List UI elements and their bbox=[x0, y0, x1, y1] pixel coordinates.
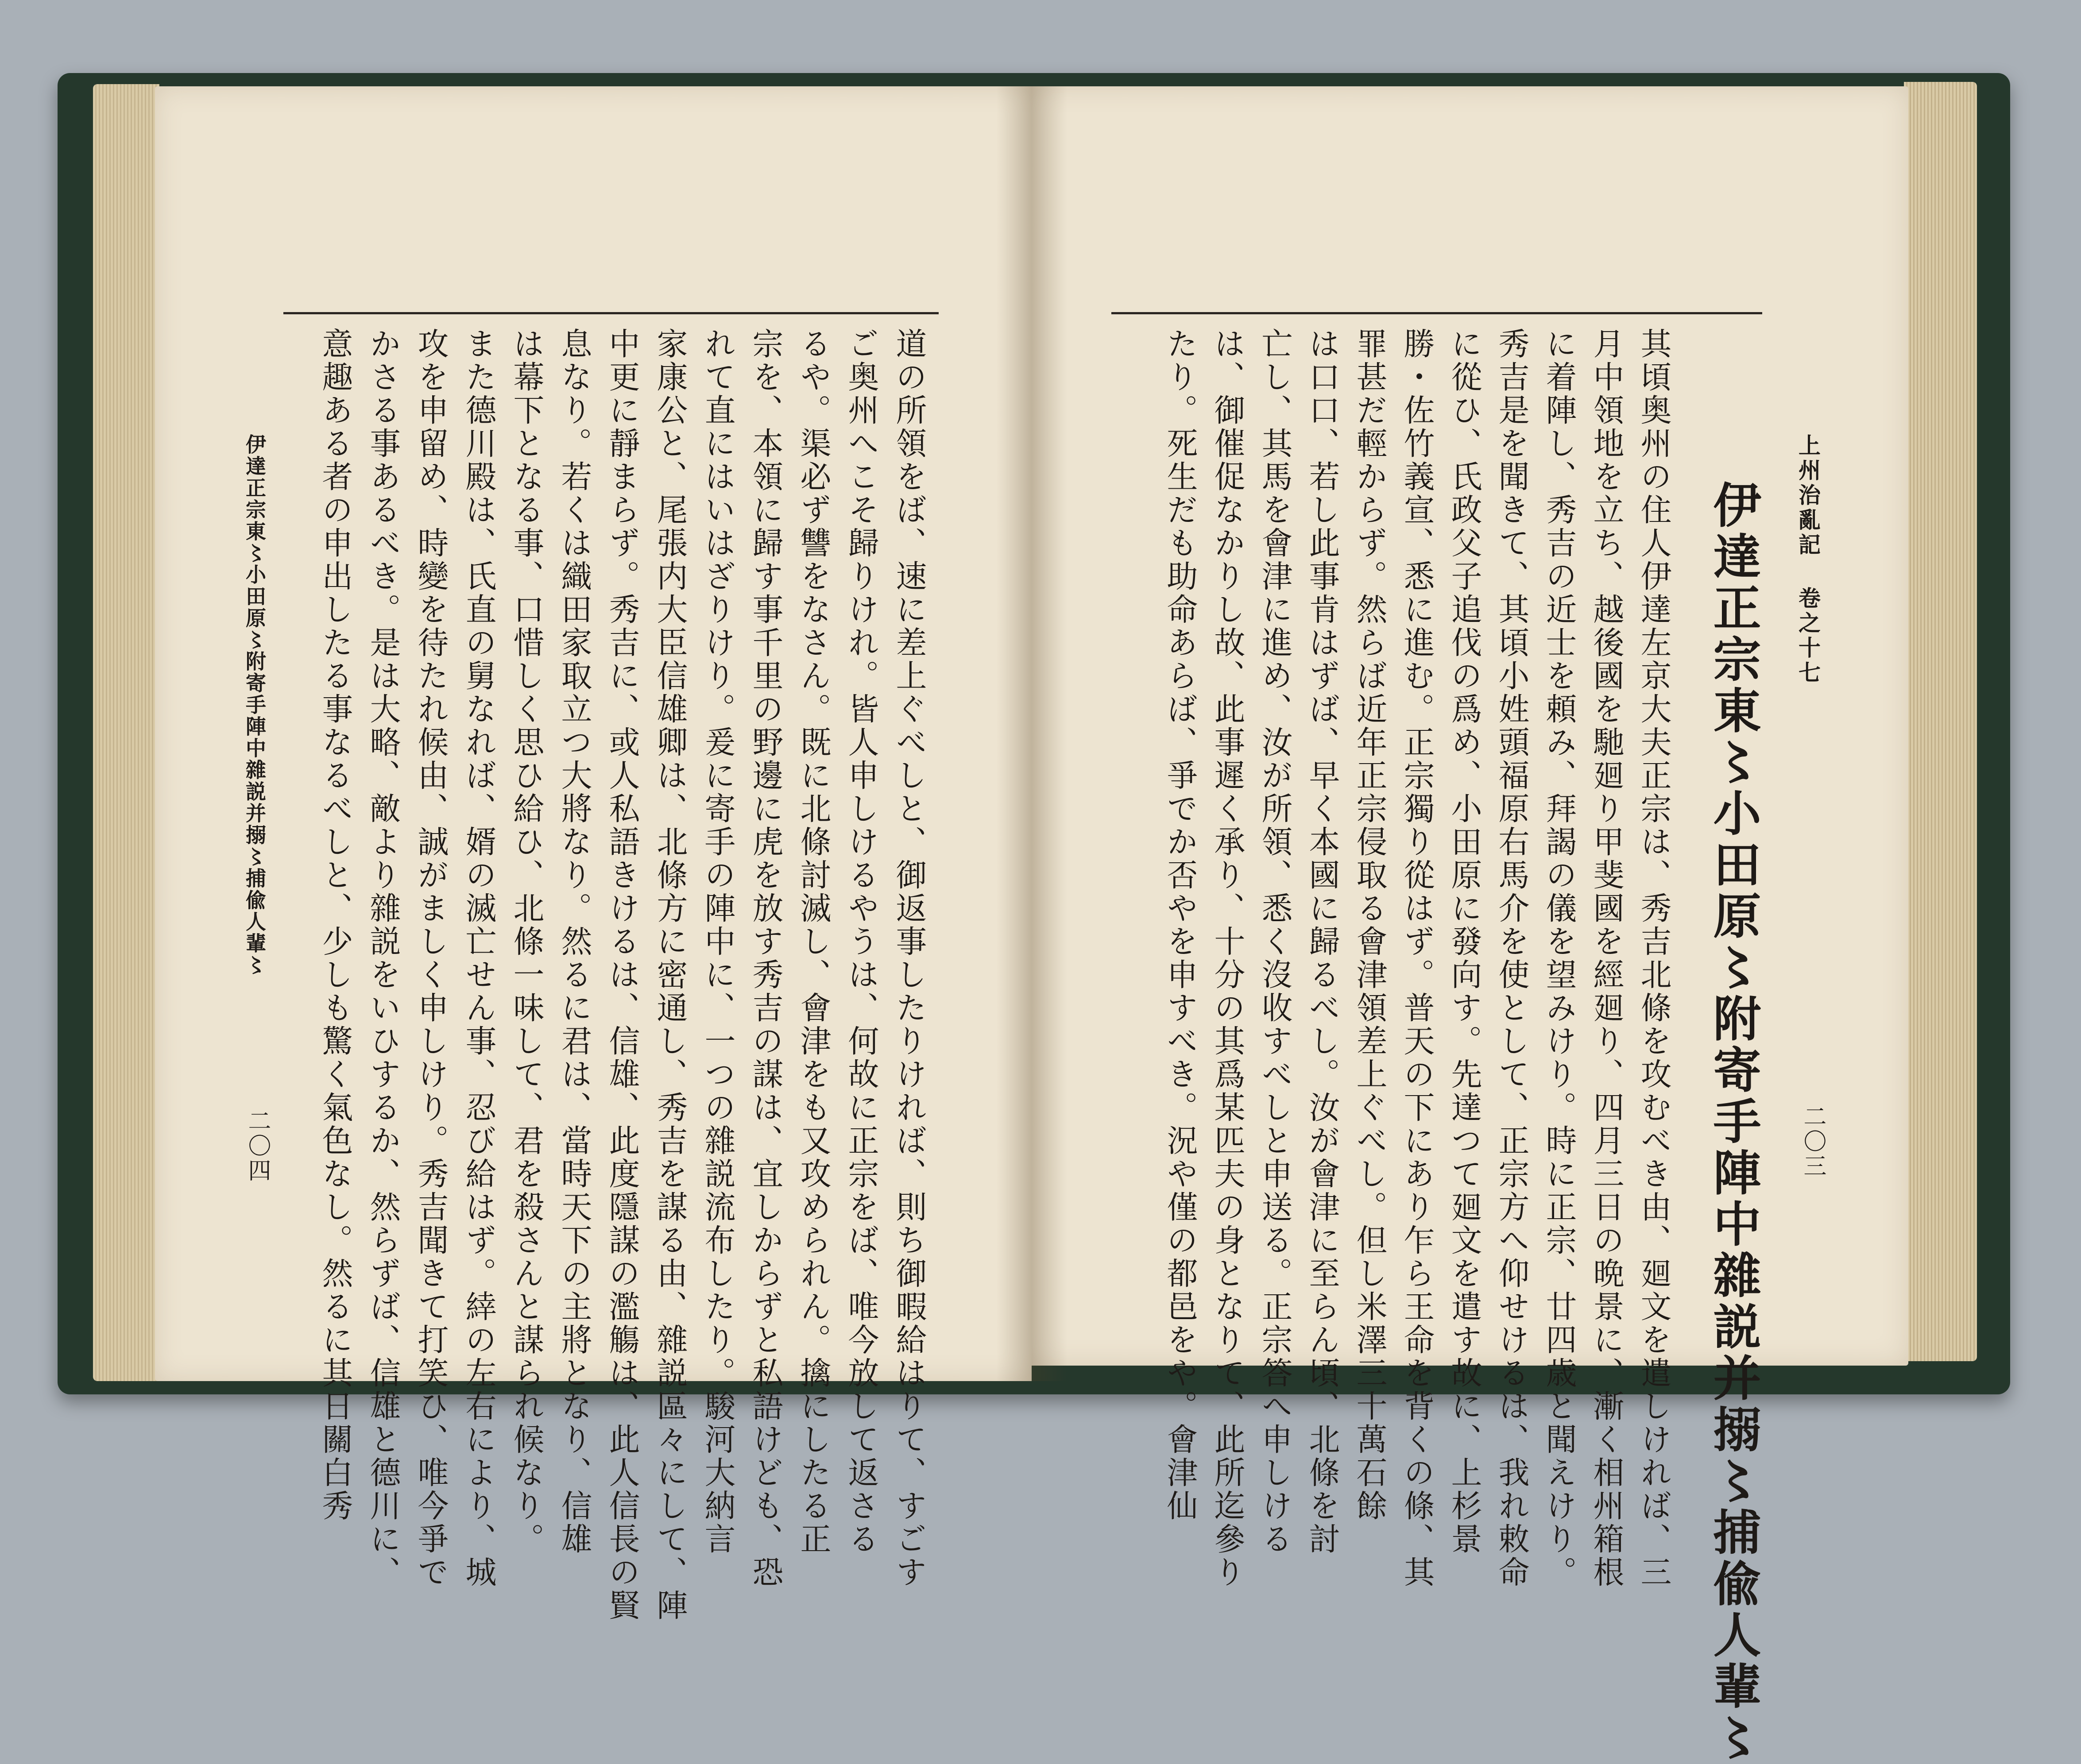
text-column: かさる事あるべき。是は大略、敵より雜説をいひするか、然らずば、信雄と德川に、 bbox=[365, 328, 401, 1589]
text-column: 秀吉是を聞きて、其頃小姓頭福原右馬介を使として、正宗方へ仰せけるは、我れ敕命 bbox=[1493, 328, 1530, 1589]
page-edges-left bbox=[93, 84, 159, 1381]
text-column: 家康公と、尾張内大臣信雄卿は、北條方に密通し、秀吉を謀る由、雜説區々にして、陣 bbox=[652, 328, 688, 1622]
text-column: るや。渠必ず讐をなさん。既に北條討滅し、會津をも又攻められん。擒にしたる正 bbox=[795, 328, 832, 1556]
page-number-left: 二〇四 bbox=[244, 1109, 271, 1183]
text-column: は口口、若し此事肯はずば、早く本國に歸るべし。汝が會津に至らん頃、北條を討 bbox=[1304, 328, 1340, 1556]
text-column: たり。死生だも助命あらば、爭でか否やを申すべき。況や僅の都邑をや。會津仙 bbox=[1162, 328, 1198, 1523]
chapter-title: 伊達正宗東〻小田原〻附寄手陣中雜説并搦〻捕偸人輩〻 bbox=[1705, 480, 1761, 1764]
left-header-rule bbox=[283, 312, 939, 314]
text-column: 其頃奥州の住人伊達左京大夫正宗は、秀吉北條を攻むべき由、廻文を遣しければ、三 bbox=[1636, 328, 1672, 1589]
page-edges-right bbox=[1904, 82, 1977, 1361]
text-column: に從ひ、氏政父子追伐の爲め、小田原に發向す。先達つて廻文を遣す故に、上杉景 bbox=[1446, 328, 1482, 1556]
text-column: ご奥州へこそ歸りけれ。皆人申しけるやうは、何故に正宗をば、唯今放して返さる bbox=[843, 328, 879, 1556]
text-column: 宗を、本領に歸す事千里の野邊に虎を放す秀吉の謀は、宜しからずと私語けども、恐 bbox=[747, 328, 784, 1589]
page-number-right: 二〇三 bbox=[1799, 1104, 1826, 1179]
running-head: 上州治亂記 卷之十七 bbox=[1795, 434, 1821, 686]
text-column: 息なり。若くは織田家取立つ大將なり。然るに君は、當時天下の主將となり、信雄 bbox=[556, 328, 592, 1556]
text-column: は幕下となる事、口惜しく思ひ給ひ、北條一味して、君を殺さんと謀られ候なり。 bbox=[508, 328, 545, 1556]
text-column: 罪甚だ輕からず。然らば近年正宗侵取る會津領差上ぐべし。但し米澤三十萬石餘 bbox=[1351, 328, 1388, 1523]
text-column: また德川殿は、氏直の舅なれば、婿の滅亡せん事、忍び給はず。緈の左右により、城 bbox=[460, 328, 497, 1589]
text-column: 攻を申留め、時變を待たれ候由、誠がましく申しけり。秀吉聞きて打笑ひ、唯今爭で bbox=[413, 328, 449, 1589]
running-foot: 伊達正宗東〻小田原〻附寄手陣中雜説并搦〻捕偸人輩〻 bbox=[243, 434, 267, 976]
book-gutter bbox=[996, 86, 1067, 1381]
text-column: は、御催促なかりし故、此事遲く承り、十分の其爲某匹夫の身となりて、此所迄參り bbox=[1209, 328, 1246, 1589]
text-column: 道の所領をば、速に差上ぐべしと、御返事したりければ、則ち御暇給はりて、すごす bbox=[891, 328, 927, 1589]
right-header-rule bbox=[1111, 312, 1762, 314]
text-column: 月中領地を立ち、越後國を馳廻り甲斐國を經廻り、四月三日の晩景に、漸く相州箱根 bbox=[1588, 328, 1625, 1589]
text-column: に着陣し、秀吉の近士を頼み、拜謁の儀を望みけり。時に正宗、廿四歳と聞えけり。 bbox=[1541, 328, 1577, 1589]
text-column: 中更に靜まらず。秀吉に、或人私語きけるは、信雄、此度隱謀の濫觴は、此人信長の賢 bbox=[604, 328, 640, 1622]
text-column: 勝・佐竹義宣、悉に進む。正宗獨り從はず。普天の下にあり乍ら王命を背くの條、其 bbox=[1399, 328, 1435, 1589]
text-column: れて直にはいはざりけり。爰に寄手の陣中に、一つの雜説流布したり。駿河大納言 bbox=[700, 328, 736, 1556]
text-column: 亡し、其馬を會津に進め、汝が所領、悉く沒收すべしと申送る。正宗答へ申しける bbox=[1257, 328, 1293, 1556]
text-column: 意趣ある者の申出したる事なるべしと、少しも驚く氣色なし。然るに其日關白秀 bbox=[317, 328, 353, 1523]
